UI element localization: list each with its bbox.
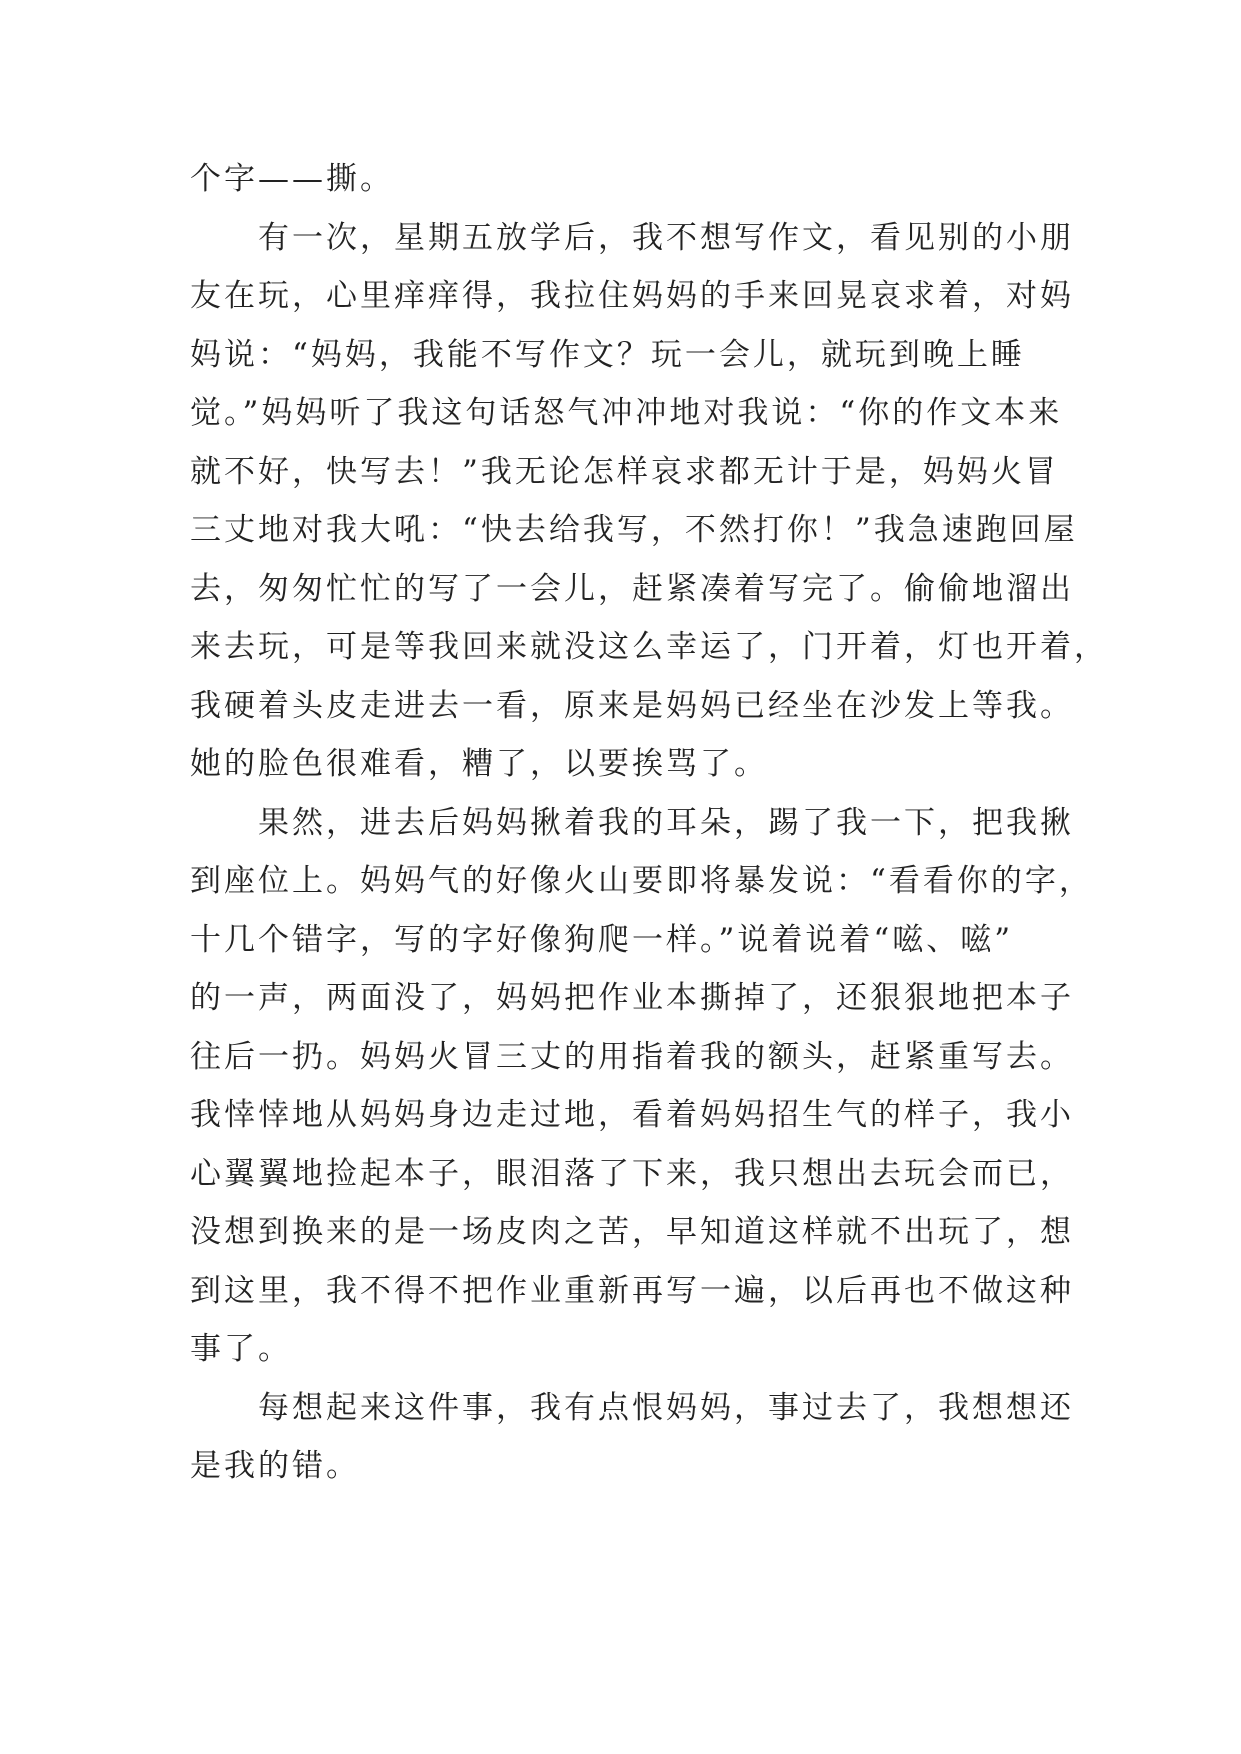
text-line: 事了。 <box>190 1331 292 1367</box>
text-line: 往后一扔。妈妈火冒三丈的用指着我的额头，赶紧重写去。 <box>190 1038 1074 1075</box>
text-line: 我悻悻地从妈妈身边走过地，看着妈妈招生气的样子，我小 <box>190 1097 1074 1133</box>
text-line: 来去玩，可是等我回来就没这么幸运了，门开着，灯也开着， <box>190 629 1108 665</box>
text-line: 她的脸色很难看，糟了，以要挨骂了。 <box>190 746 768 782</box>
text-line: 去，匆匆忙忙的写了一会儿，赶紧凑着写完了。偷偷地溜出 <box>190 570 1074 607</box>
text-line: 的一声，两面没了，妈妈把作业本撕掉了，还狠狠地把本子 <box>190 980 1074 1016</box>
text-line: 有一次，星期五放学后，我不想写作文，看见别的小朋 <box>258 219 1074 256</box>
text-line: 心翼翼地捡起本子，眼泪落了下来，我只想出去玩会而已， <box>190 1155 1074 1192</box>
text-line: 友在玩，心里痒痒得，我拉住妈妈的手来回晃哀求着，对妈 <box>190 278 1074 314</box>
text-line: 就不好，快写去！”我无论怎样哀求都无计于是，妈妈火冒 <box>190 453 1059 490</box>
text-line: 三丈地对我大吼：“快去给我写，不然打你！”我急速跑回屋 <box>190 512 1078 548</box>
text-line: 果然，进去后妈妈揪着我的耳朵，踢了我一下，把我揪 <box>258 804 1074 841</box>
document-body <box>190 150 1108 1496</box>
text-line: 是我的错。 <box>190 1448 360 1484</box>
text-line: 我硬着头皮走进去一看，原来是妈妈已经坐在沙发上等我。 <box>190 687 1074 724</box>
paragraph-4 <box>190 1379 1074 1496</box>
paragraph-1 <box>190 150 1070 209</box>
text-line: 觉。”妈妈听了我这句话怒气冲冲地对我说：“你的作文本来 <box>190 395 1063 431</box>
text-line: 妈说：“妈妈，我能不写作文？玩一会儿，就玩到晚上睡 <box>190 336 1025 373</box>
text-line: 每想起来这件事，我有点恨妈妈，事过去了，我想想还 <box>258 1389 1074 1426</box>
text-line: 到座位上。妈妈气的好像火山要即将暴发说：“看看你的字， <box>190 863 1093 899</box>
text-line: 个字——撕。 <box>190 161 394 197</box>
paragraph-3 <box>190 794 1093 1379</box>
paragraph-2 <box>190 209 1108 794</box>
text-line: 到这里，我不得不把作业重新再写一遍，以后再也不做这种 <box>190 1272 1074 1309</box>
text-line: 十几个错字，写的字好像狗爬一样。”说着说着“嗞、嗞” <box>190 921 1014 958</box>
text-line: 没想到换来的是一场皮肉之苦，早知道这样就不出玩了，想 <box>190 1214 1074 1250</box>
